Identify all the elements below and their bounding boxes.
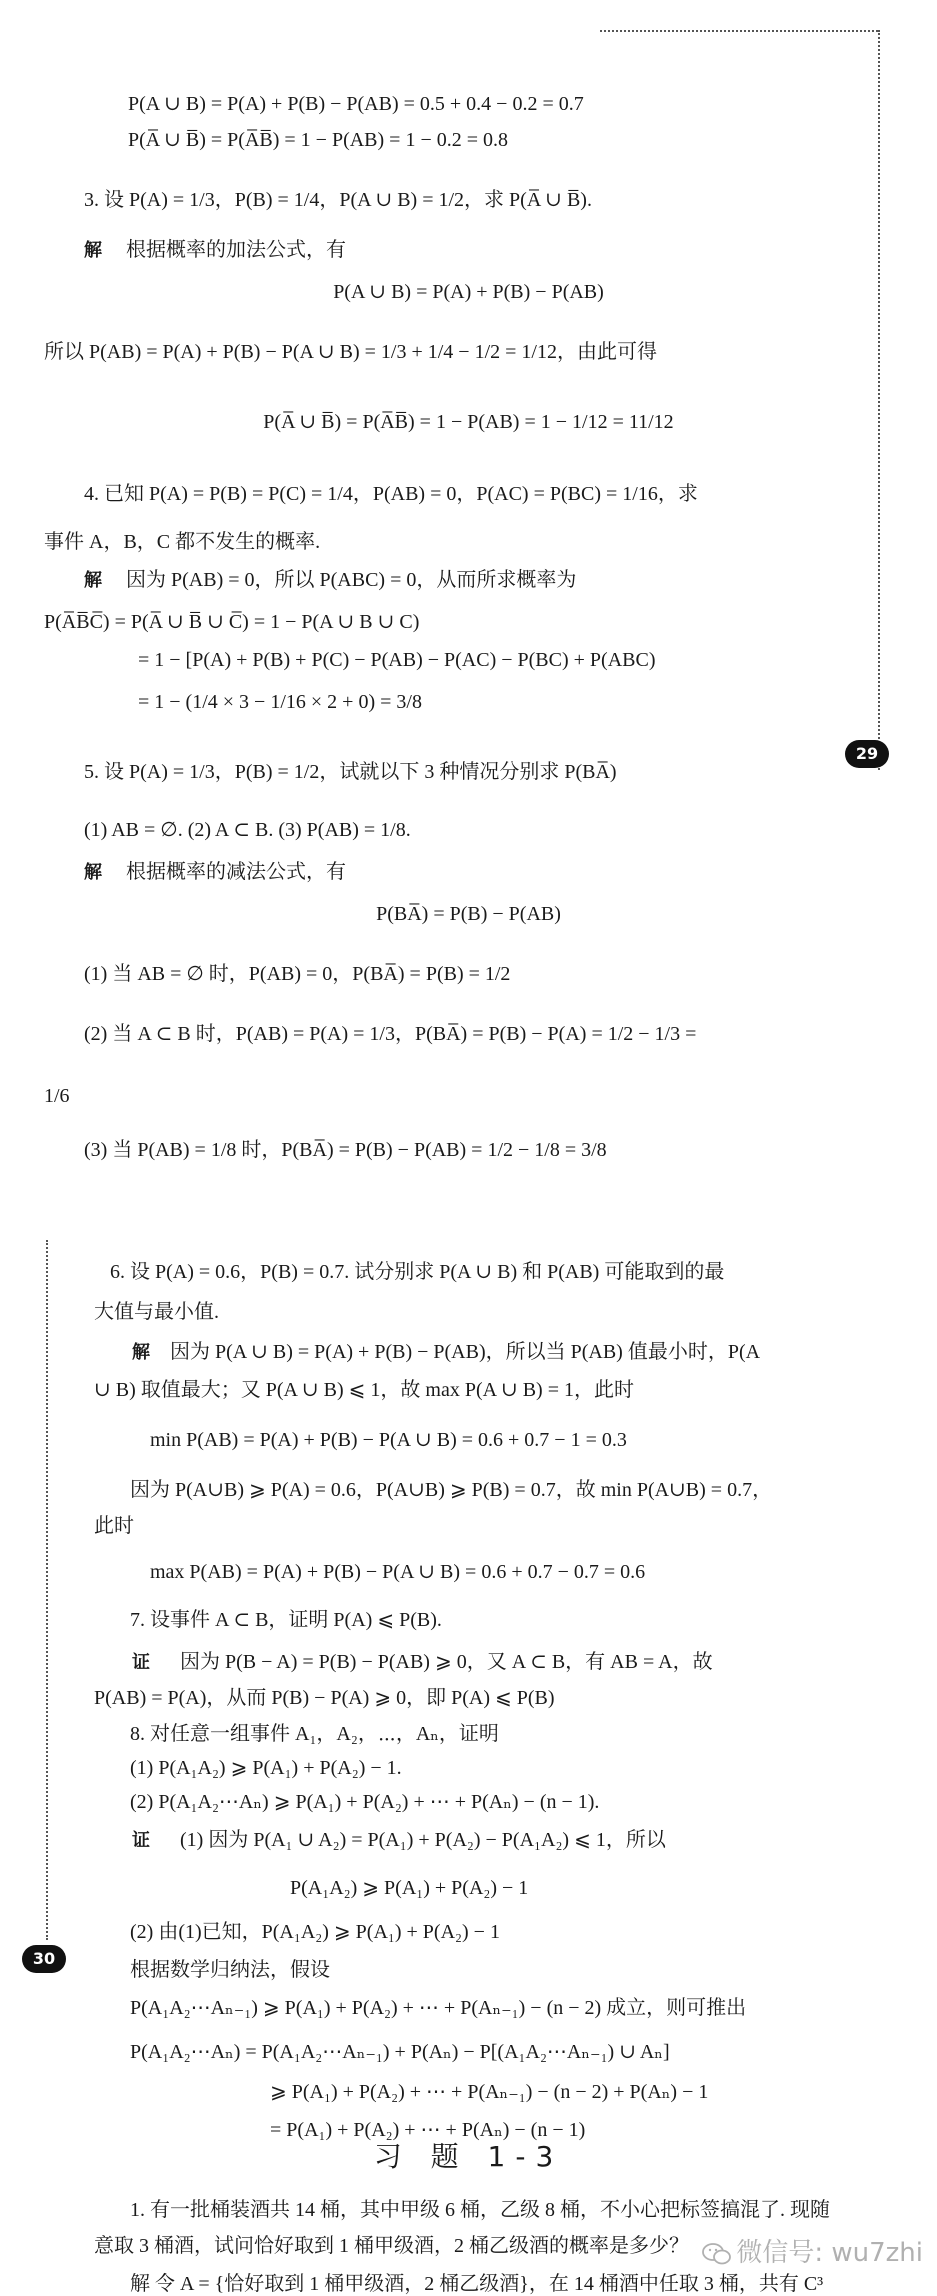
left-margin-dotted-rule bbox=[46, 1240, 48, 1940]
p8-step-3: (2) 由(1)已知，P(A₁A₂) ⩾ P(A₁) + P(A₂) − 1 bbox=[130, 1921, 500, 1943]
eq-union: P(A ∪ B) = P(A) + P(B) − P(AB) = 0.5 + 0.4 − 0.2 = 0.7 bbox=[128, 93, 584, 115]
page-number-badge-29: 29 bbox=[845, 740, 889, 768]
p4-step-4: = 1 − (1/4 × 3 − 1/16 × 2 + 0) = 3/8 bbox=[138, 691, 422, 713]
p5-step-1: 根据概率的减法公式，有 bbox=[126, 861, 346, 883]
p4-step-2: P(A̅B̅C̅) = P(A̅ ∪ B̅ ∪ C̅) = 1 − P(A ∪ B ∪ C) bbox=[44, 611, 420, 633]
problem-6-line-1: 6. 设 P(A) = 0.6，P(B) = 0.7. 试分别求 P(A ∪ B) 和 P(AB) 可能取到的最 bbox=[110, 1261, 725, 1283]
exercise-1-line-3: 解 令 A = {恰好取到 1 桶甲级酒，2 桶乙级酒}，在 14 桶酒中任取 3 桶，共有 C³ bbox=[130, 2273, 824, 2295]
problem-5: 5. 设 P(A) = 1/3，P(B) = 1/2，试就以下 3 种情况分别求 P(BA̅) bbox=[84, 761, 617, 783]
p7-step-1: 因为 P(B − A) = P(B) − P(AB) ⩾ 0，又 A ⊂ B，有 AB = A，故 bbox=[180, 1651, 713, 1673]
proof-label-7: 证 bbox=[132, 1652, 150, 1673]
problem-8-part-1: (1) P(A₁A₂) ⩾ P(A₁) + P(A₂) − 1. bbox=[130, 1757, 402, 1779]
solution-label-6: 解 bbox=[132, 1342, 150, 1363]
p7-step-2: P(AB) = P(A)，从而 P(B) − P(A) ⩾ 0，即 P(A) ⩽ P(B) bbox=[94, 1687, 555, 1709]
p8-step-4: 根据数学归纳法，假设 bbox=[130, 1959, 330, 1981]
problem-8: 8. 对任意一组事件 A₁，A₂，⋯，Aₙ，证明 bbox=[130, 1723, 499, 1745]
p6-step-5: 此时 bbox=[94, 1515, 134, 1537]
exercise-1-line-1: 1. 有一批桶装酒共 14 桶，其中甲级 6 桶，乙级 8 桶，不小心把标签搞混了. 现随 bbox=[130, 2199, 830, 2221]
p6-step-4: 因为 P(A∪B) ⩾ P(A) = 0.6，P(A∪B) ⩾ P(B) = 0.7，故 min P(A∪B) = 0.7， bbox=[130, 1479, 773, 1501]
problem-5-cases: (1) AB = ∅. (2) A ⊂ B. (3) P(AB) = 1/8. bbox=[84, 819, 411, 841]
p5-case-3: (3) 当 P(AB) = 1/8 时，P(BA̅) = P(B) − P(AB) = 1/2 − 1/8 = 3/8 bbox=[84, 1139, 607, 1161]
exercise-1-line-2: 意取 3 桶酒，试问恰好取到 1 桶甲级酒，2 桶乙级酒的概率是多少？ bbox=[94, 2235, 689, 2257]
p5-step-2: P(BA̅) = P(B) − P(AB) bbox=[376, 903, 561, 925]
page-number-badge-30: 30 bbox=[22, 1945, 66, 1973]
p3-step-4: P(A̅ ∪ B̅) = P(A̅B̅) = 1 − P(AB) = 1 − 1/12 = 11/12 bbox=[263, 411, 674, 433]
wechat-watermark bbox=[702, 2232, 923, 2269]
p5-case-1: (1) 当 AB = ∅ 时，P(AB) = 0，P(BA̅) = P(B) = 1/2 bbox=[84, 963, 511, 985]
solution-label-5: 解 bbox=[84, 862, 102, 883]
p8-step-2: P(A₁A₂) ⩾ P(A₁) + P(A₂) − 1 bbox=[290, 1877, 529, 1899]
wechat-icon bbox=[702, 2242, 732, 2266]
p8-step-1: (1) 因为 P(A₁ ∪ A₂) = P(A₁) + P(A₂) − P(A₁A₂) ⩽ 1，所以 bbox=[180, 1829, 666, 1851]
p3-step-2: P(A ∪ B) = P(A) + P(B) − P(AB) bbox=[333, 281, 604, 303]
p4-step-1: 因为 P(AB) = 0，所以 P(ABC) = 0，从而所求概率为 bbox=[126, 569, 577, 591]
problem-8-part-2: (2) P(A₁A₂⋯Aₙ) ⩾ P(A₁) + P(A₂) + ⋯ + P(Aₙ) − (n − 1). bbox=[130, 1791, 600, 1813]
problem-7: 7. 设事件 A ⊂ B，证明 P(A) ⩽ P(B). bbox=[130, 1609, 442, 1631]
solution-label-3: 解 bbox=[84, 240, 102, 261]
p6-step-6: max P(AB) = P(A) + P(B) − P(A ∪ B) = 0.6 + 0.7 − 0.7 = 0.6 bbox=[150, 1561, 646, 1583]
right-margin-dotted-rule bbox=[878, 30, 880, 770]
problem-3: 3. 设 P(A) = 1/3，P(B) = 1/4，P(A ∪ B) = 1/2，求 P(A̅ ∪ B̅). bbox=[84, 189, 592, 211]
p3-step-3: 所以 P(AB) = P(A) + P(B) − P(A ∪ B) = 1/3 + 1/4 − 1/2 = 1/12，由此可得 bbox=[44, 341, 657, 363]
p4-step-3: = 1 − [P(A) + P(B) + P(C) − P(AB) − P(AC) − P(BC) + P(ABC) bbox=[138, 649, 656, 671]
p6-step-2: ∪ B) 取值最大；又 P(A ∪ B) ⩽ 1，故 max P(A ∪ B) = 1，此时 bbox=[94, 1379, 634, 1401]
p5-case-2-continued: 1/6 bbox=[44, 1085, 70, 1107]
p6-step-1: 因为 P(A ∪ B) = P(A) + P(B) − P(AB)，所以当 P(AB) 值最小时，P(A bbox=[170, 1341, 761, 1363]
p8-step-7: ⩾ P(A₁) + P(A₂) + ⋯ + P(Aₙ₋₁) − (n − 2) + P(Aₙ) − 1 bbox=[270, 2081, 709, 2103]
watermark-text: 微信号: wu7zhi bbox=[736, 2238, 923, 2268]
p8-step-8: = P(A₁) + P(A₂) + ⋯ + P(Aₙ) − (n − 1) bbox=[270, 2119, 586, 2141]
p6-step-3: min P(AB) = P(A) + P(B) − P(A ∪ B) = 0.6 + 0.7 − 1 = 0.3 bbox=[150, 1429, 627, 1451]
p5-case-2: (2) 当 A ⊂ B 时，P(AB) = P(A) = 1/3，P(BA̅) = P(B) − P(A) = 1/2 − 1/3 = bbox=[84, 1023, 697, 1045]
proof-label-8: 证 bbox=[132, 1830, 150, 1851]
p8-step-5: P(A₁A₂⋯Aₙ₋₁) ⩾ P(A₁) + P(A₂) + ⋯ + P(Aₙ₋₁) − (n − 2) 成立，则可推出 bbox=[130, 1997, 747, 2019]
section-title: 习 题 1-3 bbox=[373, 2140, 564, 2173]
problem-4-line-1: 4. 已知 P(A) = P(B) = P(C) = 1/4，P(AB) = 0，P(AC) = P(BC) = 1/16，求 bbox=[84, 483, 698, 505]
solution-label-4: 解 bbox=[84, 570, 102, 591]
problem-4-line-2: 事件 A，B，C 都不发生的概率. bbox=[44, 531, 321, 553]
problem-6-line-2: 大值与最小值. bbox=[94, 1301, 219, 1323]
eq-complement-union: P(A̅ ∪ B̅) = P(A̅B̅) = 1 − P(AB) = 1 − 0.2 = 0.8 bbox=[128, 129, 509, 151]
p8-step-6: P(A₁A₂⋯Aₙ) = P(A₁A₂⋯Aₙ₋₁) + P(Aₙ) − P[(A₁A₂⋯Aₙ₋₁) ∪ Aₙ] bbox=[130, 2041, 670, 2063]
p3-step-1: 根据概率的加法公式，有 bbox=[126, 239, 346, 261]
top-dotted-rule bbox=[600, 30, 878, 32]
